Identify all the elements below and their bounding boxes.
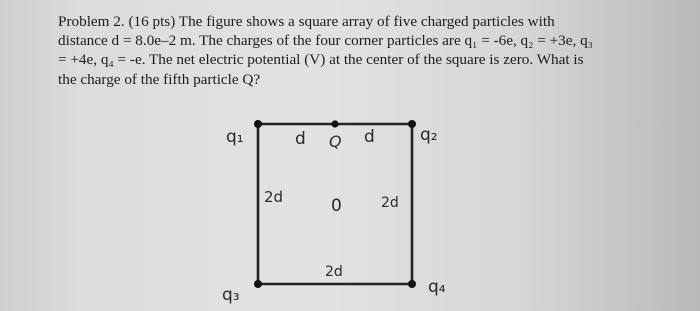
label-top-left-d: d [295, 129, 306, 149]
particle-q1 [254, 120, 262, 128]
label-q1: q₁ [226, 127, 244, 147]
label-right-2d: 2d [381, 195, 399, 211]
label-q2: q₂ [420, 125, 438, 145]
label-Q: Q [329, 132, 342, 151]
label-q4: q₄ [428, 277, 446, 297]
particle-Q [331, 120, 338, 127]
particle-q2 [408, 120, 416, 128]
problem-line-1: Problem 2. (16 pts) The figure shows a square array of five charged particles with [58, 13, 555, 30]
problem-line-3: = +4e, q₄ = -e. The net electric potential (V) at the center of the square is zero. What is [58, 51, 584, 69]
label-q3: q₃ [222, 285, 240, 305]
problem-line-2: distance d = 8.0e–2 m. The charges of the four corner particles are q₁ = -6e, q₂ = +3e, q₃ [58, 32, 593, 50]
problem-line-4: the charge of the fifth particle Q? [58, 70, 261, 88]
label-center: 0 [331, 196, 342, 216]
label-top-right-d: d [364, 127, 375, 147]
label-left-2d: 2d [264, 188, 284, 206]
particle-q4 [408, 280, 416, 288]
particle-q3 [254, 280, 262, 288]
label-bottom-2d: 2d [325, 264, 343, 280]
